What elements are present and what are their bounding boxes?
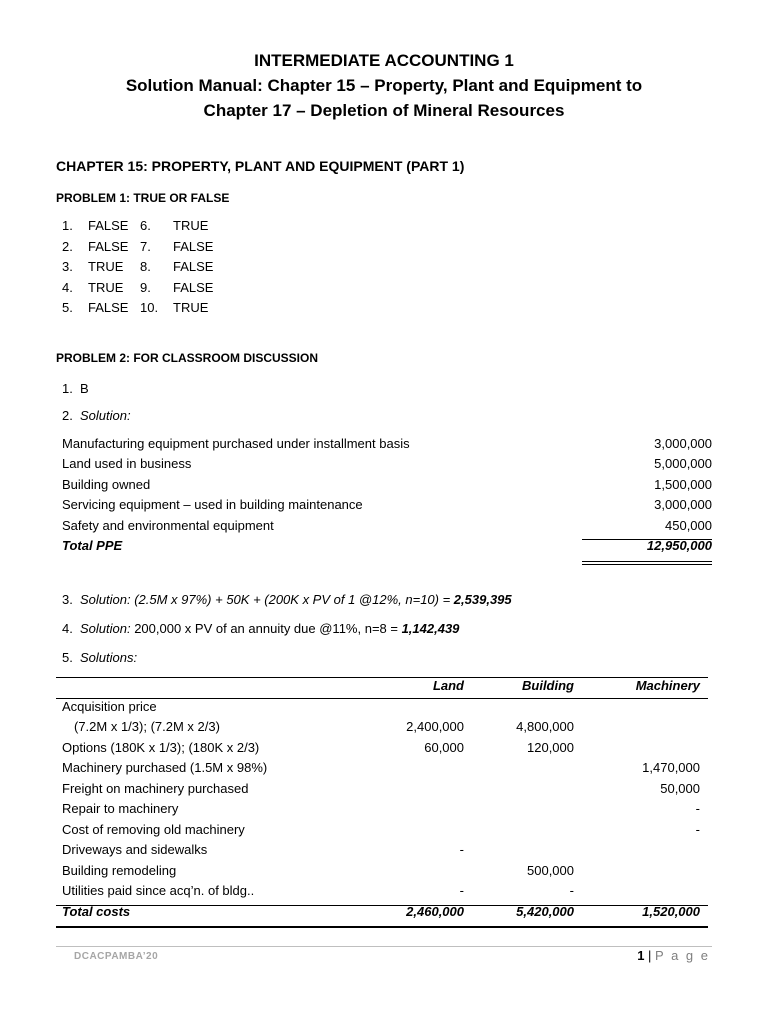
header-line-1: INTERMEDIATE ACCOUNTING 1 — [254, 51, 514, 70]
item-answer: FALSE — [88, 218, 129, 233]
item-number: 3. — [62, 259, 73, 274]
ppe-label: Manufacturing equipment purchased under installment basis — [62, 436, 410, 451]
page-sep: | — [644, 948, 656, 963]
page-number — [637, 948, 710, 963]
true-false-row — [62, 300, 213, 321]
cell-land: - — [459, 883, 464, 898]
cell-land: 2,400,000 — [406, 719, 464, 734]
document-header — [0, 48, 768, 123]
table-row — [56, 822, 708, 843]
cell-building: - — [569, 883, 574, 898]
double-underline-bottom — [582, 564, 712, 565]
item-number: 4. — [62, 621, 73, 636]
item-number: 4. — [62, 279, 73, 295]
ppe-label: Servicing equipment – used in building maintenance — [62, 497, 363, 513]
problem2-title: PROBLEM 2: FOR CLASSROOM DISCUSSION — [56, 351, 319, 365]
page-num-value: 1 — [637, 948, 645, 963]
ppe-row — [62, 436, 712, 456]
item-number: 5. — [62, 650, 73, 665]
ppe-row — [62, 518, 712, 538]
cell-land: 60,000 — [424, 739, 464, 755]
item-answer: FALSE — [173, 238, 214, 254]
total-label: Total costs — [62, 903, 131, 919]
item-number: 5. — [62, 300, 73, 315]
item-answer: TRUE — [88, 259, 124, 274]
answer-item-2 — [62, 408, 131, 423]
item-answer: TRUE — [173, 300, 209, 315]
item-number: 6. — [140, 218, 151, 233]
table-row — [56, 863, 708, 884]
table-row — [56, 781, 708, 802]
row-label: Machinery purchased (1.5M x 98%) — [62, 760, 268, 775]
table-row — [56, 719, 708, 740]
cell-machinery: 50,000 — [660, 780, 700, 796]
true-false-row — [62, 259, 213, 280]
cell-machinery: 1,470,000 — [642, 760, 700, 775]
item-text: 200,000 x PV of an annuity due @11%, n=8 = — [130, 621, 402, 636]
table-bottom-rule — [56, 926, 708, 928]
chapter-title: CHAPTER 15: PROPERTY, PLANT AND EQUIPMENT (PART 1) — [56, 158, 465, 174]
item-answer: FALSE — [173, 279, 214, 295]
item-number: 10. — [140, 300, 159, 315]
cell-machinery: - — [695, 821, 700, 837]
item-number: 2. — [62, 408, 73, 423]
item-number: 8. — [140, 259, 151, 274]
row-label: (7.2M x 1/3); (7.2M x 2/3) — [74, 719, 220, 734]
ppe-amount: 3,000,000 — [654, 497, 712, 513]
item-number: 7. — [140, 238, 151, 254]
true-false-row — [62, 218, 213, 239]
ppe-amount: 5,000,000 — [654, 456, 712, 472]
cell-building: 120,000 — [527, 739, 574, 755]
header-machinery: Machinery — [635, 678, 700, 693]
table-body — [56, 699, 708, 904]
row-label: Driveways and sidewalks — [62, 842, 208, 857]
header-line-2: Solution Manual: Chapter 15 – Property, Plant and Equipment to — [125, 76, 643, 95]
cost-allocation-table — [56, 678, 708, 924]
ppe-total-label: Total PPE — [62, 537, 123, 553]
ppe-label: Safety and environmental equipment — [62, 517, 274, 533]
table-row — [56, 760, 708, 781]
true-false-list — [62, 218, 213, 321]
item-result: 1,142,439 — [401, 621, 460, 636]
ppe-total-row — [62, 538, 712, 558]
header-line-3: Chapter 17 – Depletion of Mineral Resources — [203, 101, 565, 120]
table-row — [56, 883, 708, 904]
item-number: 3. — [62, 592, 73, 607]
ppe-label: Building owned — [62, 476, 151, 492]
table-header-row — [56, 678, 708, 699]
ppe-amount: 3,000,000 — [654, 436, 712, 451]
item-text: Solution: — [80, 408, 131, 423]
total-land: 2,460,000 — [406, 903, 464, 919]
item-number: 1. — [62, 381, 73, 396]
problem1-title: PROBLEM 1: TRUE OR FALSE — [56, 191, 230, 205]
table-total-row — [56, 904, 708, 925]
row-label: Acquisition price — [62, 698, 157, 714]
cell-building: 4,800,000 — [516, 719, 574, 734]
item-text: Solutions: — [80, 650, 138, 665]
ppe-row — [62, 497, 712, 517]
row-label: Cost of removing old machinery — [62, 821, 245, 837]
item-text: B — [80, 381, 89, 396]
ppe-row — [62, 456, 712, 476]
item-answer: TRUE — [173, 218, 209, 233]
ppe-amount: 1,500,000 — [654, 476, 712, 492]
cell-building: 500,000 — [527, 862, 574, 878]
answer-item-3 — [62, 592, 512, 607]
item-number: 2. — [62, 238, 73, 254]
item-number: 1. — [62, 218, 73, 233]
item-label: Solution: — [80, 621, 131, 636]
total-building: 5,420,000 — [516, 903, 574, 919]
cell-land: - — [459, 842, 464, 857]
true-false-row — [62, 239, 213, 260]
item-result: 2,539,395 — [453, 592, 512, 607]
double-underline-top — [582, 561, 712, 562]
ppe-label: Land used in business — [62, 456, 192, 472]
row-label: Options (180K x 1/3); (180K x 2/3) — [62, 739, 260, 755]
true-false-row — [62, 280, 213, 301]
ppe-total-amount: 12,950,000 — [646, 537, 712, 553]
item-answer: FALSE — [88, 238, 129, 254]
header-land: Land — [432, 678, 464, 693]
item-answer: TRUE — [88, 279, 124, 295]
header-building: Building — [522, 678, 574, 693]
row-label: Utilities paid since acq’n. of bldg.. — [62, 883, 255, 898]
item-answer: FALSE — [88, 300, 129, 315]
table-row — [56, 740, 708, 761]
answer-item-4 — [62, 621, 459, 636]
item-text: Solution: (2.5M x 97%) + 50K + (200K x PV of 1 @12%, n=10) = — [80, 592, 454, 607]
table-row — [56, 699, 708, 720]
answer-item-5 — [62, 650, 137, 665]
row-label: Repair to machinery — [62, 801, 179, 816]
page-word: P a g e — [655, 948, 710, 963]
answer-item-1 — [62, 381, 89, 396]
total-machinery: 1,520,000 — [642, 903, 700, 919]
ppe-row — [62, 477, 712, 497]
item-answer: FALSE — [173, 259, 214, 274]
row-label: Freight on machinery purchased — [62, 780, 249, 796]
cell-machinery: - — [695, 801, 700, 816]
item-number: 9. — [140, 279, 151, 295]
row-label: Building remodeling — [62, 862, 177, 878]
footer-rule — [56, 946, 712, 947]
table-row — [56, 801, 708, 822]
total-rule — [582, 539, 712, 540]
table-row — [56, 842, 708, 863]
ppe-amount: 450,000 — [665, 517, 712, 533]
footer-author: DCACPAMBA’20 — [74, 951, 159, 962]
